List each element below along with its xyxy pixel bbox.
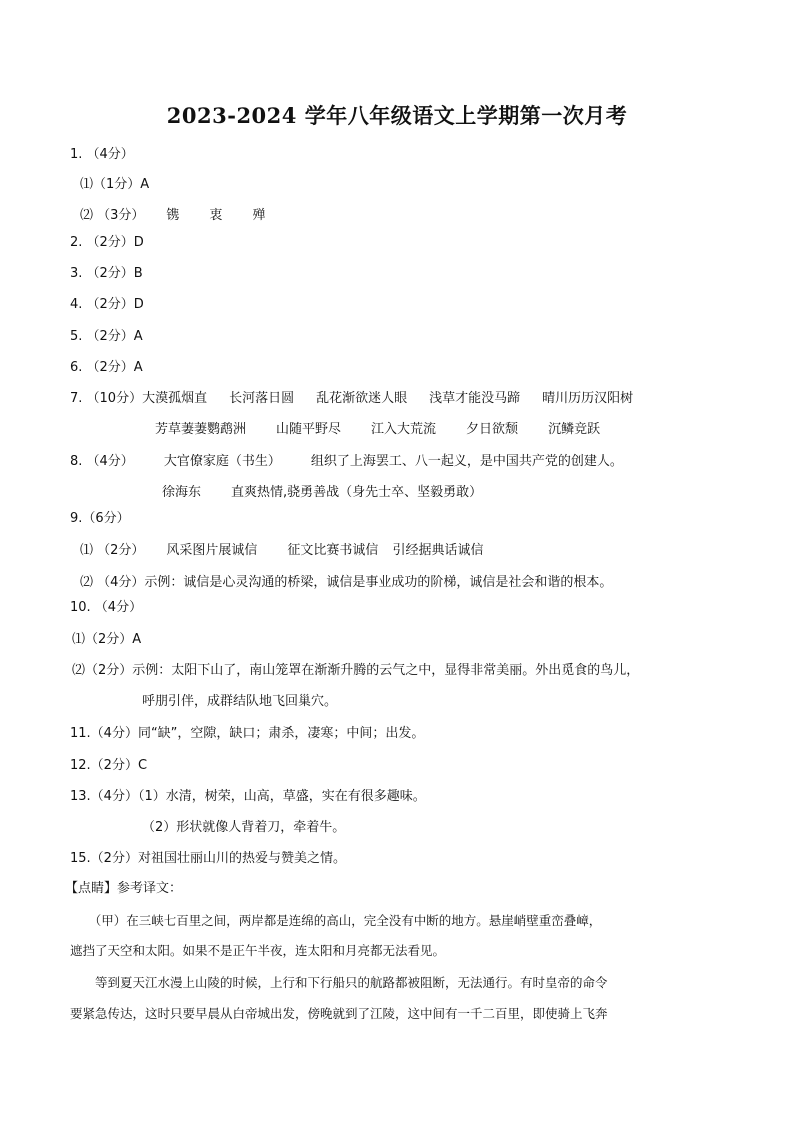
q9-item-2: 征文比赛书诚信 <box>287 543 379 558</box>
q10-sub2-line1: ⑵（2分）示例：太阳下山了，南山笼罩在渐渐升腾的云气之中，显得非常美丽。外出觅食的鸟儿， <box>72 663 640 678</box>
q1-sub2-label: ⑵ （3分） <box>80 208 145 223</box>
q8-row1 <box>70 453 623 471</box>
q11: 11.（4分）同“缺”，空隙，缺口；肃杀，凄寒；中间；出发。 <box>70 726 425 741</box>
translation-p2-line1 <box>70 974 702 992</box>
q8-row2 <box>162 484 482 502</box>
q1-sub2 <box>80 207 265 225</box>
q7-ans-2: 长河落日圆 <box>229 391 295 406</box>
q7-row2 <box>155 421 600 439</box>
note-heading: 【点睛】参考译文： <box>65 881 183 896</box>
translation-p1-line2: 遮挡了天空和太阳。如果不是正午半夜，连太阳和月亮都无法看见。 <box>70 943 446 958</box>
q1-word-1: 镌 <box>166 208 180 223</box>
q7-ans-7: 山随平野尽 <box>276 422 342 437</box>
q9-item-3: 引经据典话诚信 <box>392 543 484 558</box>
q12: 12.（2分）C <box>70 758 148 773</box>
q8-ans-4: 直爽热情,骁勇善战（身先士卒、坚毅勇敢） <box>231 485 483 500</box>
q7-ans-4: 浅草才能没马蹄 <box>429 391 521 406</box>
q8-ans-3: 徐海东 <box>162 485 202 500</box>
q9-sub2: ⑵ （4分）示例：诚信是心灵沟通的桥梁，诚信是事业成功的阶梯，诚信是社会和谐的根本。 <box>80 575 613 590</box>
q1-word-2: 衷 <box>209 208 223 223</box>
q15: 15.（2分）对祖国壮丽山川的热爱与赞美之情。 <box>70 851 346 866</box>
q9-head: 9.（6分） <box>70 511 130 526</box>
q7-ans-8: 江入大荒流 <box>371 422 437 437</box>
q8-ans-1: 大官僚家庭（书生） <box>163 454 281 469</box>
q7-ans-3: 乱花渐欲迷人眼 <box>316 391 408 406</box>
q10-sub2-line2: 呼朋引伴，成群结队地飞回巢穴。 <box>142 694 338 709</box>
q7-ans-9: 夕日欲颓 <box>466 422 519 437</box>
q7-row1 <box>70 390 633 408</box>
q5: 5. （2分）A <box>70 329 143 344</box>
q7-ans-10: 沉鳞竞跃 <box>548 422 601 437</box>
q10-head: 10. （4分） <box>70 600 143 615</box>
q1-head: 1. （4分） <box>70 147 134 162</box>
q6: 6. （2分）A <box>70 360 143 375</box>
q8-head: 8. （4分） <box>70 454 134 469</box>
translation-p1-text1: （甲）在三峡七百里之间，两岸都是连绵的高山，完全没有中断的地方。悬崖峭壁重峦叠嶂， <box>95 913 602 928</box>
translation-p2-text1: 等到夏天江水漫上山陵的时候，上行和下行船只的航路都被阻断，无法通行。有时皇帝的命令 <box>95 975 608 990</box>
q3: 3. （2分）B <box>70 266 143 281</box>
q9-sub1-label: ⑴ （2分） <box>80 543 145 558</box>
translation-p1-line1 <box>70 912 702 930</box>
q7-ans-1: 大漠孤烟直 <box>142 391 208 406</box>
q8-ans-2: 组织了上海罢工、八一起义，是中国共产党的创建人。 <box>310 454 623 469</box>
q7-ans-5: 晴川历历汉阳树 <box>542 391 634 406</box>
q13-line1: 13.（4分）（1）水清，树荣，山高，草盛，实在有很多趣味。 <box>70 789 426 804</box>
q2: 2. （2分）D <box>70 235 144 250</box>
q1-word-3: 殚 <box>252 208 266 223</box>
q9-item-1: 风采图片展诚信 <box>166 543 258 558</box>
q1-sub1: ⑴（1分）A <box>80 177 150 192</box>
q9-sub1 <box>80 542 483 560</box>
q10-sub1: ⑴（2分）A <box>72 632 142 647</box>
q4: 4. （2分）D <box>70 297 144 312</box>
q7-head: 7. （10分） <box>70 391 143 406</box>
page-title: 2023-2024 学年八年级语文上学期第一次月考 <box>166 103 628 128</box>
q13-line2: （2）形状就像人背着刀，牵着牛。 <box>142 820 346 835</box>
translation-p2-line2: 要紧急传达，这时只要早晨从白帝城出发，傍晚就到了江陵，这中间有一千二百里，即使骑上飞奔 <box>70 1006 608 1021</box>
q7-ans-6: 芳草萋萋鹦鹉洲 <box>155 422 247 437</box>
